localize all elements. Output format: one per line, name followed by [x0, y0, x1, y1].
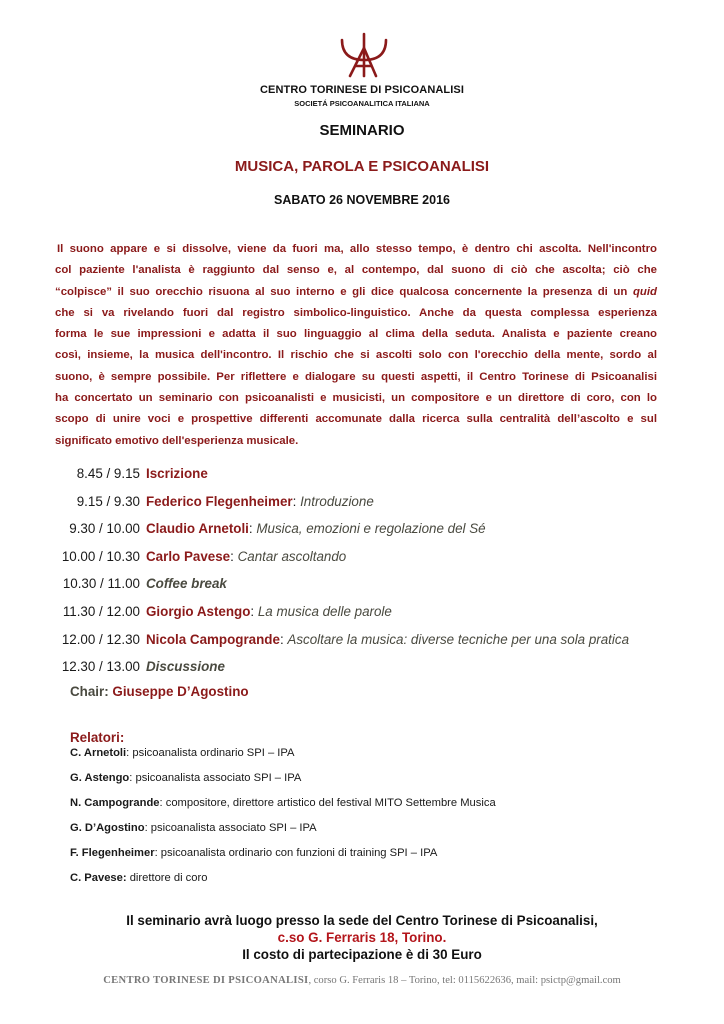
abstract-line: suono, è sempre possibile. Per riflettere e dialogare su questi aspetti, il Centro Torinese di Psicoanalisi [55, 370, 657, 383]
program-time: 11.30 / 12.00 [62, 603, 140, 619]
abstract-line: così, insieme, la musica dell'incontro. Il rischio che si ascolti solo con l'orecchio della mente, sordo al [55, 349, 657, 362]
psi-logo-icon [336, 30, 392, 80]
program-row: 12.00 / 12.30 Nicola Campogrande: Ascoltare la musica: diverse tecniche per una sola pratica [50, 626, 690, 654]
speaker-name: C. Pavese: [70, 872, 127, 884]
speakers-heading: Relatori: [70, 730, 125, 745]
venue-info [0, 912, 724, 963]
speaker-item [70, 795, 670, 820]
abstract-text: “colpisce” il suo orecchio risuona al suo interno e gli dice qualcosa concernente la presenza di un [55, 285, 633, 298]
speaker-role: : psicoanalista ordinario SPI – IPA [126, 747, 295, 759]
speaker-name: G. Astengo [70, 772, 130, 784]
speakers-list [70, 745, 670, 895]
program-time: 10.00 / 10.30 [61, 548, 140, 564]
speaker-name: F. Flegenheimer [70, 847, 155, 859]
speaker-item [70, 845, 670, 870]
speaker-name: C. Arnetoli [70, 747, 127, 759]
organization-name: CENTRO TORINESE DI PSICOANALISI [260, 84, 464, 96]
venue-address: c.so G. Ferraris 18, Torino. [277, 930, 447, 945]
program-time: 10.30 / 11.00 [62, 576, 140, 592]
speaker-item [70, 820, 670, 845]
program-speaker: Claudio Arnetoli [146, 521, 249, 537]
program-topic: Musica, emozioni e regolazione del Sé [256, 521, 486, 537]
seminar-title: MUSICA, PAROLA E PSICOANALISI [234, 158, 490, 175]
program-time: 12.00 / 12.30 [61, 631, 140, 647]
venue-line: Il seminario avrà luogo presso la sede del Centro Torinese di Psicoanalisi, [126, 913, 598, 928]
program-topic: Coffee break [146, 576, 227, 592]
speaker-name: N. Campogrande [70, 797, 160, 809]
speaker-item [70, 745, 670, 770]
program-topic: La musica delle parole [257, 603, 392, 619]
program-row: 11.30 / 12.00 Giorgio Astengo: La musica delle parole [50, 598, 690, 626]
venue-cost: Il costo di partecipazione è di 30 Euro [242, 947, 482, 962]
abstract-line: col paziente l'analista è raggiunto dal senso e, al contempo, dal suono di ciò che ascolta; ciò che [55, 264, 657, 277]
program-speaker: Giorgio Astengo [146, 603, 251, 619]
organization-subtitle: SOCIETÁ PSICOANALITICA ITALIANA [294, 99, 430, 108]
program-row: 9.30 / 10.00 Claudio Arnetoli: Musica, emozioni e regolazione del Sé [50, 515, 690, 543]
chair-name: Giuseppe D’Agostino [112, 684, 249, 699]
program-speaker: Carlo Pavese [146, 548, 231, 564]
footer-org: CENTRO TORINESE DI PSICOANALISI [103, 975, 309, 986]
abstract-line: forma le sue impressioni e adatta il suo linguaggio al clima della seduta. Analista e paziente creano [55, 328, 657, 341]
seminar-date: SABATO 26 NOVEMBRE 2016 [274, 193, 450, 207]
abstract-line: scopo di unire voci e prospettive differenti accomunate dalla ricerca sulla centralità dell’ascolto e sul [55, 413, 657, 426]
program-speaker: Iscrizione [146, 466, 208, 481]
program-time: 9.15 / 9.30 [76, 493, 140, 509]
program-row: 10.00 / 10.30 Carlo Pavese: Cantar ascoltando [50, 543, 690, 571]
program-row [50, 570, 690, 598]
program-time: 9.30 / 10.00 [69, 521, 140, 537]
speaker-name: G. D’Agostino [70, 822, 145, 834]
program-time: 12.30 / 13.00 [61, 659, 140, 675]
program-topic: Ascoltare la musica: diverse tecniche per una sola pratica [287, 631, 630, 647]
abstract-line [55, 282, 657, 303]
program-row: 9.15 / 9.30 Federico Flegenheimer: Introduzione [50, 488, 690, 516]
abstract-line: ha concertato un seminario con psicoanalisti e musicisti, un compositore e un direttore di coro, con lo [55, 392, 657, 405]
abstract-emphasis: quid [632, 285, 657, 298]
speaker-item [70, 870, 670, 895]
program-schedule [50, 460, 690, 681]
page-footer [0, 975, 724, 986]
seminar-label: SEMINARIO [319, 122, 405, 139]
footer-details: , corso G. Ferraris 18 – Torino, tel: 0115622636, mail: psictp@gmail.com [308, 975, 621, 986]
speaker-role: direttore di coro [126, 872, 208, 884]
abstract-paragraph [55, 239, 657, 452]
speaker-role: : psicoanalista associato SPI – IPA [144, 822, 317, 834]
program-topic: Cantar ascoltando [237, 548, 347, 564]
program-topic: Discussione [146, 659, 225, 675]
chair-label: Chair: [70, 684, 113, 699]
speaker-role: : compositore, direttore artistico del festival MITO Settembre Musica [159, 797, 496, 809]
abstract-line: significato emotivo dell'esperienza musicale. [55, 434, 299, 447]
program-speaker: Federico Flegenheimer [146, 493, 293, 509]
speaker-role: : psicoanalista associato SPI – IPA [129, 772, 302, 784]
program-row [50, 460, 690, 488]
abstract-line: Il suono appare e si dissolve, viene da fuori ma, allo stesso tempo, è dentro chi ascolta. Nell'incontro [57, 243, 657, 255]
speaker-role: : psicoanalista ordinario con funzioni di training SPI – IPA [154, 847, 438, 859]
program-time: 8.45 / 9.15 [76, 466, 140, 481]
program-row [50, 653, 690, 681]
program-topic: Introduzione [300, 493, 374, 509]
speaker-item [70, 770, 670, 795]
program-speaker: Nicola Campogrande [146, 631, 280, 647]
abstract-line: che si va rivelando fuori dal registro simbolico-linguistico. Anche da questa complessa esperienza [55, 306, 657, 319]
chair-line [70, 684, 249, 699]
